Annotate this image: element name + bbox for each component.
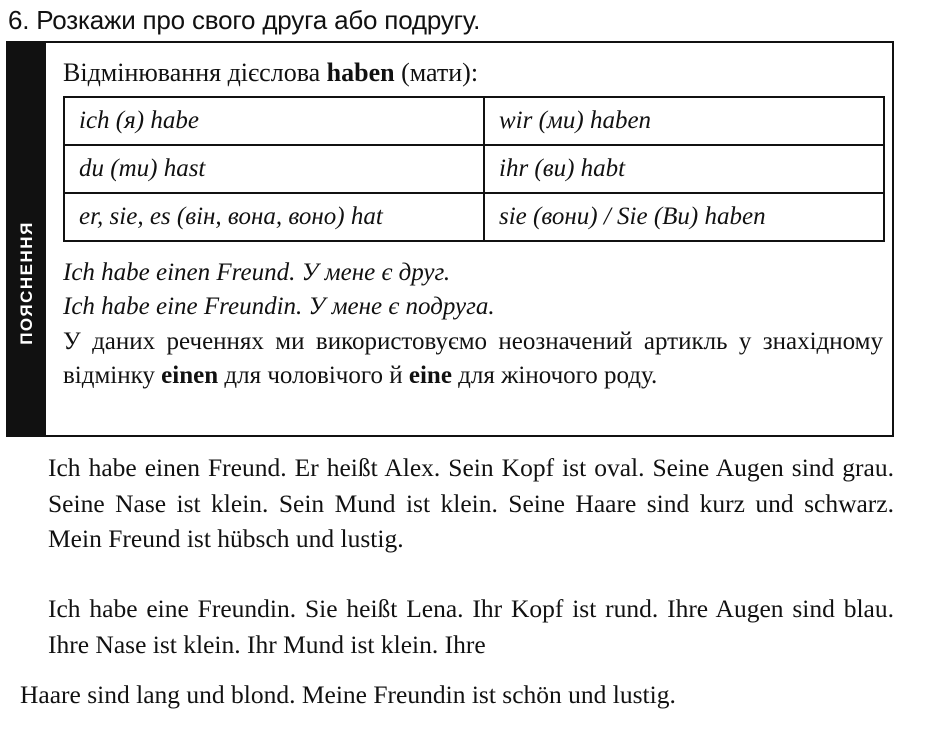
- explanation-side-label: ПОЯСНЕННЯ: [17, 221, 36, 345]
- heading-prefix: Відмінювання дієслова: [63, 58, 327, 87]
- explanation-box: [6, 41, 894, 437]
- answer-paragraph-3: Haare sind lang und blond. Meine Freundin ist schön und lustig.: [20, 680, 676, 709]
- table-row: [64, 193, 884, 241]
- answer-paragraph-2: Ich habe eine Freundin. Sie heißt Lena. Ihr Kopf ist rund. Ihre Augen sind blau. Ihre Nase ist klein. Ihr Mund ist klein. Ihre: [48, 594, 894, 659]
- answer-paragraph-1: Ich habe einen Freund. Er heißt Alex. Sein Kopf ist oval. Seine Augen sind grau. Seine Nase ist klein. Sein Mund ist klein. Seine Haare sind kurz und schwarz. Mein Freund ist hübsch und lustig.: [48, 453, 894, 553]
- note-text-1: У даних реченнях ми використовуємо неозначений артикль у знахідному відмінку: [63, 328, 883, 389]
- example-sentence-2: Ich habe eine Freundin. У мене є подруга.: [63, 293, 495, 320]
- heading-suffix: (мати):: [394, 58, 479, 87]
- conjugation-table: [63, 96, 885, 242]
- explanation-side-bar: [8, 43, 46, 435]
- example-sentence-1: Ich habe einen Freund. У мене є друг.: [63, 259, 451, 286]
- table-cell: wir (ми) haben: [484, 97, 884, 145]
- table-row: [64, 97, 884, 145]
- note-article-eine: eine: [408, 362, 452, 389]
- table-cell: sie (вони) / Sie (Ви) haben: [484, 193, 884, 241]
- table-cell: ihr (ви) habt: [484, 145, 884, 193]
- note-article-einen: einen: [161, 362, 219, 389]
- grammar-note: [63, 325, 883, 393]
- conjugation-heading: [63, 57, 883, 89]
- task-title: 6. Розкажи про свого друга або подругу.: [8, 5, 481, 35]
- table-cell: er, sie, es (він, вона, воно) hat: [64, 193, 484, 241]
- note-text-2: для чоловічого й: [218, 362, 409, 389]
- note-text-3: для жіночого роду.: [451, 362, 658, 389]
- heading-verb: haben: [326, 58, 395, 87]
- table-cell: du (ти) hast: [64, 145, 484, 193]
- table-cell: ich (я) habe: [64, 97, 484, 145]
- table-row: [64, 145, 884, 193]
